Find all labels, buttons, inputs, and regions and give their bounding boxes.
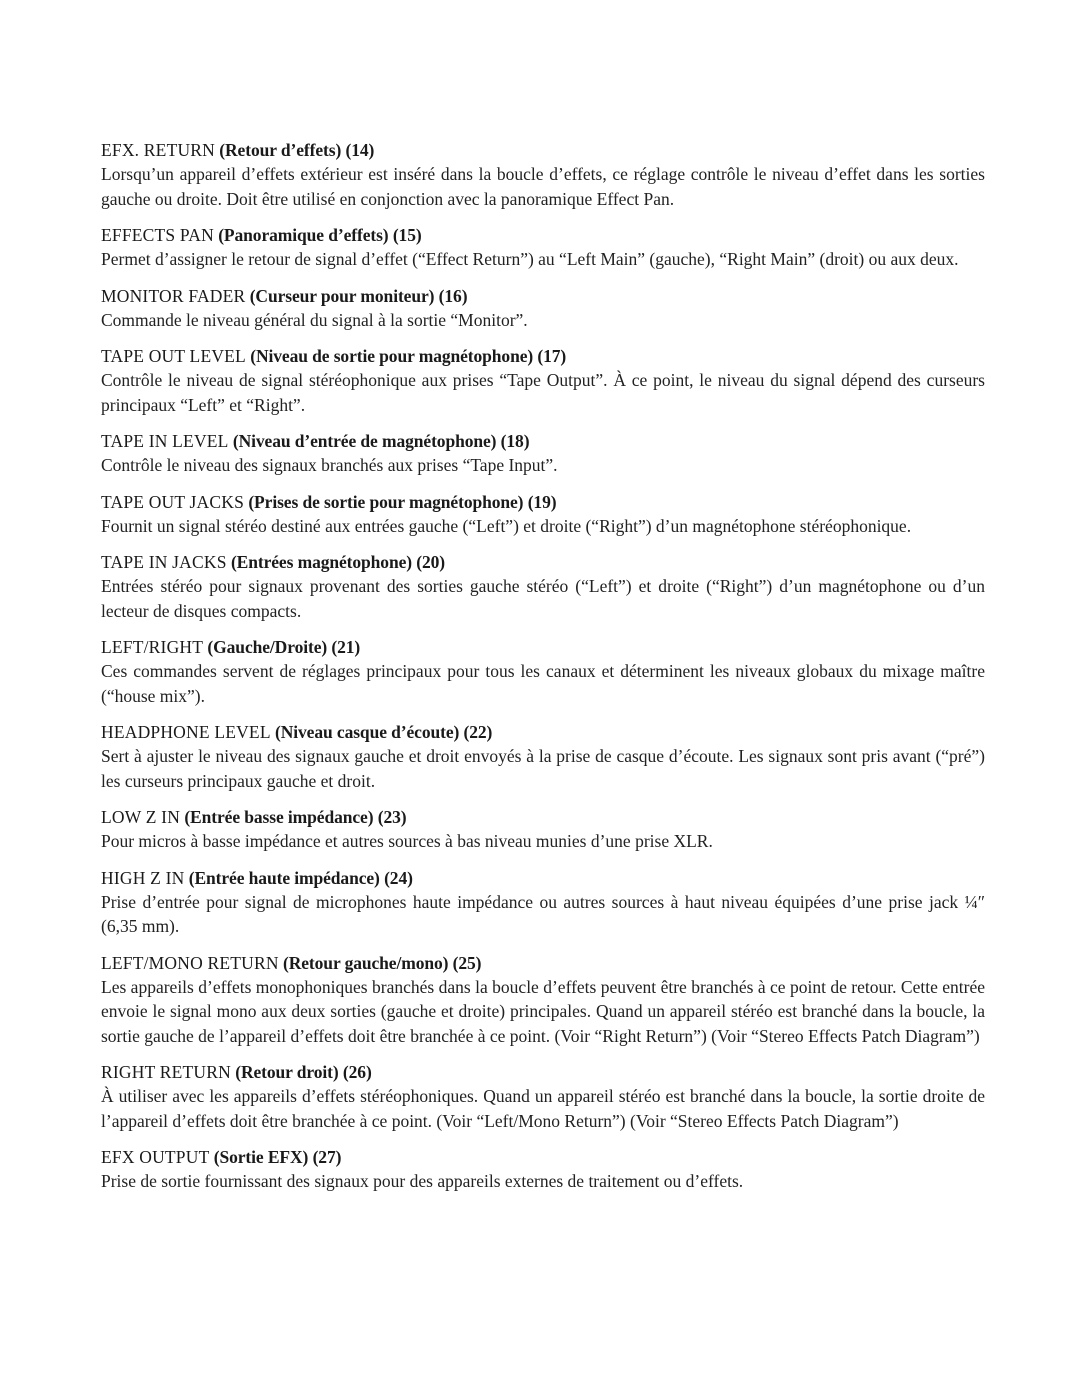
section-text: Lorsqu’un appareil d’effets extérieur est inséré dans la boucle d’effets, ce réglage contrôle le niveau d’effet dans les sorties gauche ou droite. Doit être utilisé en conjonction avec la panoramique Effect Pan.: [101, 164, 985, 209]
section-text: Les appareils d’effets monophoniques branchés dans la boucle d’effets peuvent être branchés à ce point de retour. Cette entrée envoie le signal mono aux deux sorties (gauche et droite) principales. Quand un appareil stéréo est branché dans la boucle, la sortie gauche de l’appareil d’effets doit être branchée à ce point. (Voir “Right Return”) (Voir “Stereo Effects Patch Diagram”): [101, 976, 985, 1046]
section-heading: [101, 636, 985, 659]
section-heading: [101, 285, 985, 308]
section-gloss: (Niveau de sortie pour magnétophone): [250, 346, 534, 366]
section-headphone-level: [101, 721, 985, 793]
section-term: TAPE OUT JACKS: [101, 491, 245, 512]
section-gloss: (Entrée haute impédance): [188, 867, 380, 888]
section-term: EFFECTS PAN: [101, 225, 214, 245]
section-number: (23): [377, 807, 407, 827]
section-term: EFX. RETURN: [101, 140, 216, 160]
section-number: (14): [345, 140, 375, 160]
section-gloss: (Retour d’effets): [219, 140, 342, 160]
section-heading: [101, 491, 985, 514]
section-low-z-in: [101, 806, 985, 854]
section-term: LEFT/RIGHT: [101, 637, 204, 657]
section-term: TAPE IN JACKS: [101, 552, 227, 572]
section-gloss: (Curseur pour moniteur): [249, 285, 435, 306]
section-tape-in-jacks: [101, 551, 985, 623]
section-number: (24): [384, 867, 413, 888]
section-heading: [101, 551, 985, 574]
section-number: (21): [331, 637, 361, 657]
section-tape-out-jacks: [101, 491, 985, 539]
section-tape-out-level: [101, 345, 985, 417]
section-heading: [101, 867, 985, 890]
section-term: HIGH Z IN: [101, 867, 185, 888]
document-page: [101, 139, 985, 1207]
section-term: TAPE OUT LEVEL: [101, 346, 246, 366]
section-high-z-in: [101, 867, 985, 939]
section-term: TAPE IN LEVEL: [101, 431, 229, 451]
section-number: (26): [342, 1062, 372, 1082]
section-number: (15): [392, 225, 422, 245]
section-text: Sert à ajuster le niveau des signaux gauche et droit envoyés à la prise de casque d’écoute. Les signaux sont pris avant (“pré”) les curseurs principaux gauche et droit.: [101, 746, 985, 791]
section-text: Contrôle le niveau de signal stéréophonique aux prises “Tape Output”. À ce point, le niveau du signal dépend des curseurs principaux “Left” et “Right”.: [101, 370, 985, 415]
section-number: (20): [416, 552, 446, 572]
section-right-return: [101, 1061, 985, 1133]
section-text: Ces commandes servent de réglages principaux pour tous les canaux et déterminent les niveaux globaux du mixage maître (“house mix”).: [101, 661, 985, 706]
section-heading: [101, 721, 985, 744]
section-effects-pan: [101, 224, 985, 272]
section-number: (16): [438, 285, 468, 306]
section-text: Commande le niveau général du signal à la sortie “Monitor”.: [101, 309, 528, 330]
section-term: HEADPHONE LEVEL: [101, 722, 271, 742]
section-text: Permet d’assigner le retour de signal d’effet (“Effect Return”) au “Left Main” (gauche), “Right Main” (droit) ou aux deux.: [101, 249, 959, 269]
section-left-right: [101, 636, 985, 708]
section-left-mono-return: [101, 952, 985, 1049]
section-gloss: (Panoramique d’effets): [218, 225, 389, 245]
section-gloss: (Niveau d’entrée de magnétophone): [232, 431, 497, 451]
section-heading: [101, 952, 985, 975]
section-monitor-fader: [101, 285, 985, 333]
section-term: EFX OUTPUT: [101, 1147, 210, 1167]
section-heading: [101, 224, 985, 247]
section-text: À utiliser avec les appareils d’effets stéréophoniques. Quand un appareil stéréo est branché dans la boucle, la sortie droite de l’appareil d’effets doit être branchée à ce point. (Voir “Left/Mono Return”) (Voir “Stereo Effects Patch Diagram”): [101, 1086, 985, 1131]
section-text: Prise de sortie fournissant des signaux pour des appareils externes de traitement ou d’effets.: [101, 1171, 744, 1191]
section-gloss: (Entrée basse impédance): [184, 807, 374, 827]
section-number: (27): [312, 1147, 342, 1167]
section-number: (25): [452, 952, 482, 973]
section-heading: [101, 806, 985, 829]
section-text: Prise d’entrée pour signal de microphones haute impédance ou autres sources à haut niveau équipées d’une prise jack ¼″ (6,35 mm).: [101, 891, 985, 936]
section-term: RIGHT RETURN: [101, 1062, 231, 1082]
section-gloss: (Prises de sortie pour magnétophone): [248, 491, 524, 512]
section-gloss: (Retour gauche/mono): [283, 952, 449, 973]
section-term: LEFT/MONO RETURN: [101, 952, 279, 973]
section-gloss: (Gauche/Droite): [207, 637, 328, 657]
section-number: (17): [537, 346, 567, 366]
section-gloss: (Niveau casque d’écoute): [275, 722, 460, 742]
section-number: (18): [500, 431, 530, 451]
section-text: Contrôle le niveau des signaux branchés aux prises “Tape Input”.: [101, 455, 558, 475]
section-tape-in-level: [101, 430, 985, 478]
section-heading: [101, 1061, 985, 1084]
section-heading: [101, 430, 985, 453]
section-heading: [101, 139, 985, 162]
section-term: LOW Z IN: [101, 807, 181, 827]
section-gloss: (Retour droit): [235, 1062, 339, 1082]
section-gloss: (Sortie EFX): [213, 1147, 309, 1167]
section-heading: [101, 345, 985, 368]
section-gloss: (Entrées magnétophone): [230, 552, 412, 572]
section-efx-output: [101, 1146, 985, 1194]
section-text: Pour micros à basse impédance et autres sources à bas niveau munies d’une prise XLR.: [101, 831, 713, 851]
section-text: Entrées stéréo pour signaux provenant des sorties gauche stéréo (“Left”) et droite (“Right”) d’un magnétophone ou d’un lecteur de disques compacts.: [101, 576, 985, 621]
section-heading: [101, 1146, 985, 1169]
section-efx-return: [101, 139, 985, 211]
section-text: Fournit un signal stéréo destiné aux entrées gauche (“Left”) et droite (“Right”) d’un magnétophone stéréophonique.: [101, 515, 912, 536]
section-number: (19): [527, 491, 557, 512]
section-term: MONITOR FADER: [101, 285, 246, 306]
section-number: (22): [463, 722, 493, 742]
